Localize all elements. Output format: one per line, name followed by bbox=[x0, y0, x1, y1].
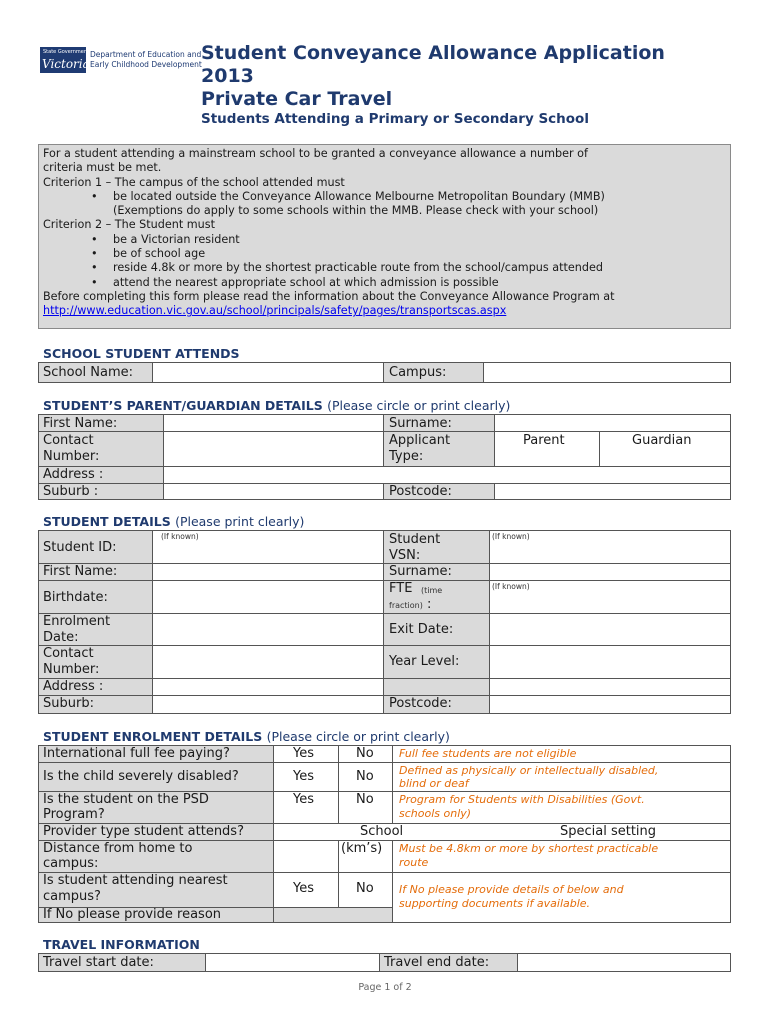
parent-surname-label: Surname: bbox=[389, 416, 452, 431]
department-name bbox=[90, 50, 202, 70]
fte-colon: : bbox=[427, 597, 432, 612]
student-postcode-label: Postcode: bbox=[389, 696, 452, 711]
student-suburb-label: Suburb: bbox=[43, 696, 94, 711]
title-line-1: Student Conveyance Allowance Application bbox=[201, 42, 665, 64]
bullet-text: be a Victorian resident bbox=[113, 232, 240, 246]
logo-small-text: State Government bbox=[43, 49, 90, 55]
parent-first-name-label: First Name: bbox=[43, 416, 118, 431]
disabled-no-option[interactable]: No bbox=[356, 769, 374, 784]
student-surname-field[interactable] bbox=[490, 564, 730, 580]
bullet-text: be located outside the Conveyance Allowance Melbourne Metropolitan Boundary (MMB) bbox=[113, 189, 605, 203]
fee-yes-option[interactable]: Yes bbox=[293, 746, 314, 761]
enrolment-heading-text: STUDENT ENROLMENT DETAILS bbox=[43, 729, 263, 744]
parent-address-label: Address : bbox=[43, 467, 104, 482]
criterion-2-bullet bbox=[43, 233, 726, 247]
travel-end-label: Travel end date: bbox=[384, 955, 490, 970]
distance-unit: (km’s) bbox=[341, 841, 383, 856]
enrolment-table bbox=[38, 745, 731, 923]
provider-school-option[interactable]: School bbox=[360, 824, 404, 839]
criterion-1: Criterion 1 – The campus of the school attended must bbox=[43, 175, 345, 189]
campus-label: Campus: bbox=[389, 365, 447, 380]
parent-suburb-field[interactable] bbox=[164, 484, 382, 499]
travel-table bbox=[38, 953, 731, 972]
student-heading-note: (Please print clearly) bbox=[175, 514, 305, 529]
nearest-question-2: campus? bbox=[43, 889, 101, 904]
fee-question: International full fee paying? bbox=[43, 746, 230, 761]
travel-start-field[interactable] bbox=[206, 954, 378, 971]
birthdate-field[interactable] bbox=[153, 581, 382, 613]
nearest-note-2: supporting documents if available. bbox=[399, 897, 591, 910]
department-line-2: Early Childhood Development bbox=[90, 60, 202, 69]
bullet-text: attend the nearest appropriate school at which admission is possible bbox=[113, 275, 499, 289]
student-contact-field[interactable] bbox=[153, 646, 382, 678]
psd-question: Is the student on the PSD bbox=[43, 792, 209, 807]
eligibility-info-box bbox=[38, 144, 731, 329]
nearest-no-option[interactable]: No bbox=[356, 881, 374, 896]
page-title bbox=[201, 42, 665, 111]
parent-first-name-field[interactable] bbox=[164, 415, 382, 431]
birthdate-label: Birthdate: bbox=[43, 590, 108, 605]
student-vsn-label: Student bbox=[389, 532, 441, 547]
enrolment-date-field[interactable] bbox=[153, 614, 382, 645]
program-info-link[interactable]: http://www.education.vic.gov.au/school/principals/safety/pages/transportscas.aspx bbox=[43, 304, 507, 318]
psd-note-2: schools only) bbox=[399, 807, 472, 820]
parent-table bbox=[38, 414, 731, 500]
title-line-2: 2013 bbox=[201, 65, 254, 87]
bullet-icon: • bbox=[91, 232, 98, 246]
page-footer: Page 1 of 2 bbox=[358, 982, 412, 993]
parent-address-field[interactable] bbox=[164, 467, 730, 483]
criterion-2-bullet bbox=[43, 247, 726, 261]
victoria-logo bbox=[40, 47, 202, 73]
department-line-1: Department of Education and bbox=[90, 50, 202, 59]
bullet-icon: • bbox=[91, 261, 98, 275]
parent-contact-label-2: Number: bbox=[43, 449, 100, 464]
psd-no-option[interactable]: No bbox=[356, 792, 374, 807]
enrolment-heading-note: (Please circle or print clearly) bbox=[266, 729, 450, 744]
student-address-field[interactable] bbox=[153, 679, 730, 695]
section-student-heading bbox=[43, 514, 304, 529]
student-id-hint: (If known) bbox=[161, 532, 199, 541]
student-table bbox=[38, 530, 731, 714]
title-line-3: Private Car Travel bbox=[201, 88, 393, 110]
school-name-field[interactable] bbox=[153, 363, 382, 382]
reason-field[interactable] bbox=[393, 873, 730, 922]
fte-hint: (If known) bbox=[492, 582, 530, 591]
disabled-note-2: blind or deaf bbox=[399, 777, 469, 790]
parent-surname-field[interactable] bbox=[495, 415, 730, 431]
fte-fraction-text: fraction) bbox=[389, 601, 423, 610]
school-table bbox=[38, 362, 731, 383]
criterion-1-exemption: (Exemptions do apply to some schools within the MMB. Please check with your school) bbox=[113, 204, 599, 218]
section-travel-heading: TRAVEL INFORMATION bbox=[43, 937, 200, 952]
exit-date-field[interactable] bbox=[490, 614, 730, 645]
distance-note-2: route bbox=[399, 856, 429, 869]
bullet-text: be of school age bbox=[113, 247, 206, 261]
section-school-heading: SCHOOL STUDENT ATTENDS bbox=[43, 346, 240, 361]
student-postcode-field[interactable] bbox=[490, 696, 730, 713]
student-address-label: Address : bbox=[43, 679, 104, 694]
bullet-icon: • bbox=[91, 247, 98, 261]
student-suburb-field[interactable] bbox=[153, 696, 382, 713]
info-intro-2: criteria must be met. bbox=[43, 161, 162, 175]
criterion-2-bullet bbox=[43, 276, 726, 290]
psd-yes-option[interactable]: Yes bbox=[293, 792, 314, 807]
student-contact-label: Contact bbox=[43, 646, 94, 661]
student-vsn-label-2: VSN: bbox=[389, 548, 421, 563]
distance-question-2: campus: bbox=[43, 856, 99, 871]
criterion-2: Criterion 2 – The Student must bbox=[43, 218, 215, 232]
fee-note: Full fee students are not eligible bbox=[399, 747, 577, 760]
year-level-field[interactable] bbox=[490, 646, 730, 678]
fte-label: FTE bbox=[389, 581, 413, 596]
disabled-yes-option[interactable]: Yes bbox=[293, 769, 314, 784]
travel-end-field[interactable] bbox=[518, 954, 730, 971]
nearest-yes-option[interactable]: Yes bbox=[293, 881, 314, 896]
student-contact-label-2: Number: bbox=[43, 662, 100, 677]
student-surname-label: Surname: bbox=[389, 564, 452, 579]
student-id-label: Student ID: bbox=[43, 540, 117, 555]
bullet-icon: • bbox=[91, 189, 98, 203]
section-enrolment-heading bbox=[43, 729, 450, 744]
logo-badge bbox=[40, 47, 90, 73]
criterion-2-bullet bbox=[43, 261, 726, 275]
student-heading-text: STUDENT DETAILS bbox=[43, 514, 171, 529]
parent-contact-field[interactable] bbox=[164, 432, 382, 466]
parent-contact-label: Contact bbox=[43, 433, 94, 448]
school-name-label: School Name: bbox=[43, 365, 134, 380]
student-first-name-field[interactable] bbox=[153, 564, 382, 580]
page-subtitle: Students Attending a Primary or Secondary School bbox=[201, 111, 589, 127]
provider-question: Provider type student attends? bbox=[43, 824, 244, 839]
distance-question: Distance from home to bbox=[43, 841, 193, 856]
enrolment-date-label-2: Date: bbox=[43, 630, 79, 645]
campus-field[interactable] bbox=[484, 363, 730, 382]
exit-date-label: Exit Date: bbox=[389, 622, 454, 637]
fee-no-option[interactable]: No bbox=[356, 746, 374, 761]
travel-start-label: Travel start date: bbox=[43, 955, 154, 970]
bullet-text: reside 4.8k or more by the shortest practicable route from the school/campus attended bbox=[113, 261, 603, 275]
psd-question-2: Program? bbox=[43, 807, 105, 822]
info-before-text: Before completing this form please read the information about the Conveyance Allowance Program at bbox=[43, 289, 615, 303]
bullet-icon: • bbox=[91, 275, 98, 289]
applicant-parent-option[interactable]: Parent bbox=[523, 433, 565, 448]
applicant-type-label: Applicant bbox=[389, 433, 451, 448]
provider-special-option[interactable]: Special setting bbox=[560, 824, 657, 839]
year-level-label: Year Level: bbox=[389, 654, 460, 669]
applicant-type-label-2: Type: bbox=[389, 449, 424, 464]
reason-question: If No please provide reason bbox=[43, 907, 222, 922]
distance-field[interactable] bbox=[274, 841, 337, 872]
parent-suburb-label: Suburb : bbox=[43, 484, 99, 499]
nearest-note-1: If No please provide details of below and bbox=[399, 883, 624, 896]
student-first-name-label: First Name: bbox=[43, 564, 118, 579]
logo-wordmark: Victoria bbox=[42, 57, 90, 71]
psd-note-1: Program for Students with Disabilities (Govt. bbox=[399, 793, 645, 806]
enrolment-date-label: Enrolment bbox=[43, 614, 111, 629]
disabled-note-1: Defined as physically or intellectually disabled, bbox=[399, 764, 659, 777]
disabled-question: Is the child severely disabled? bbox=[43, 769, 239, 784]
fte-time-text: (time bbox=[421, 586, 443, 595]
criterion-1-bullet bbox=[43, 190, 726, 204]
parent-postcode-label: Postcode: bbox=[389, 484, 452, 499]
distance-note-1: Must be 4.8km or more by shortest practicable bbox=[399, 842, 659, 855]
nearest-question: Is student attending nearest bbox=[43, 873, 228, 888]
parent-heading-text: STUDENT’S PARENT/GUARDIAN DETAILS bbox=[43, 398, 323, 413]
info-intro-1: For a student attending a mainstream school to be granted a conveyance allowance a number of bbox=[43, 147, 588, 160]
section-parent-heading bbox=[43, 398, 510, 413]
applicant-guardian-option[interactable]: Guardian bbox=[632, 433, 692, 448]
parent-heading-note: (Please circle or print clearly) bbox=[327, 398, 511, 413]
student-vsn-hint: (If known) bbox=[492, 532, 530, 541]
parent-postcode-field[interactable] bbox=[495, 484, 730, 499]
